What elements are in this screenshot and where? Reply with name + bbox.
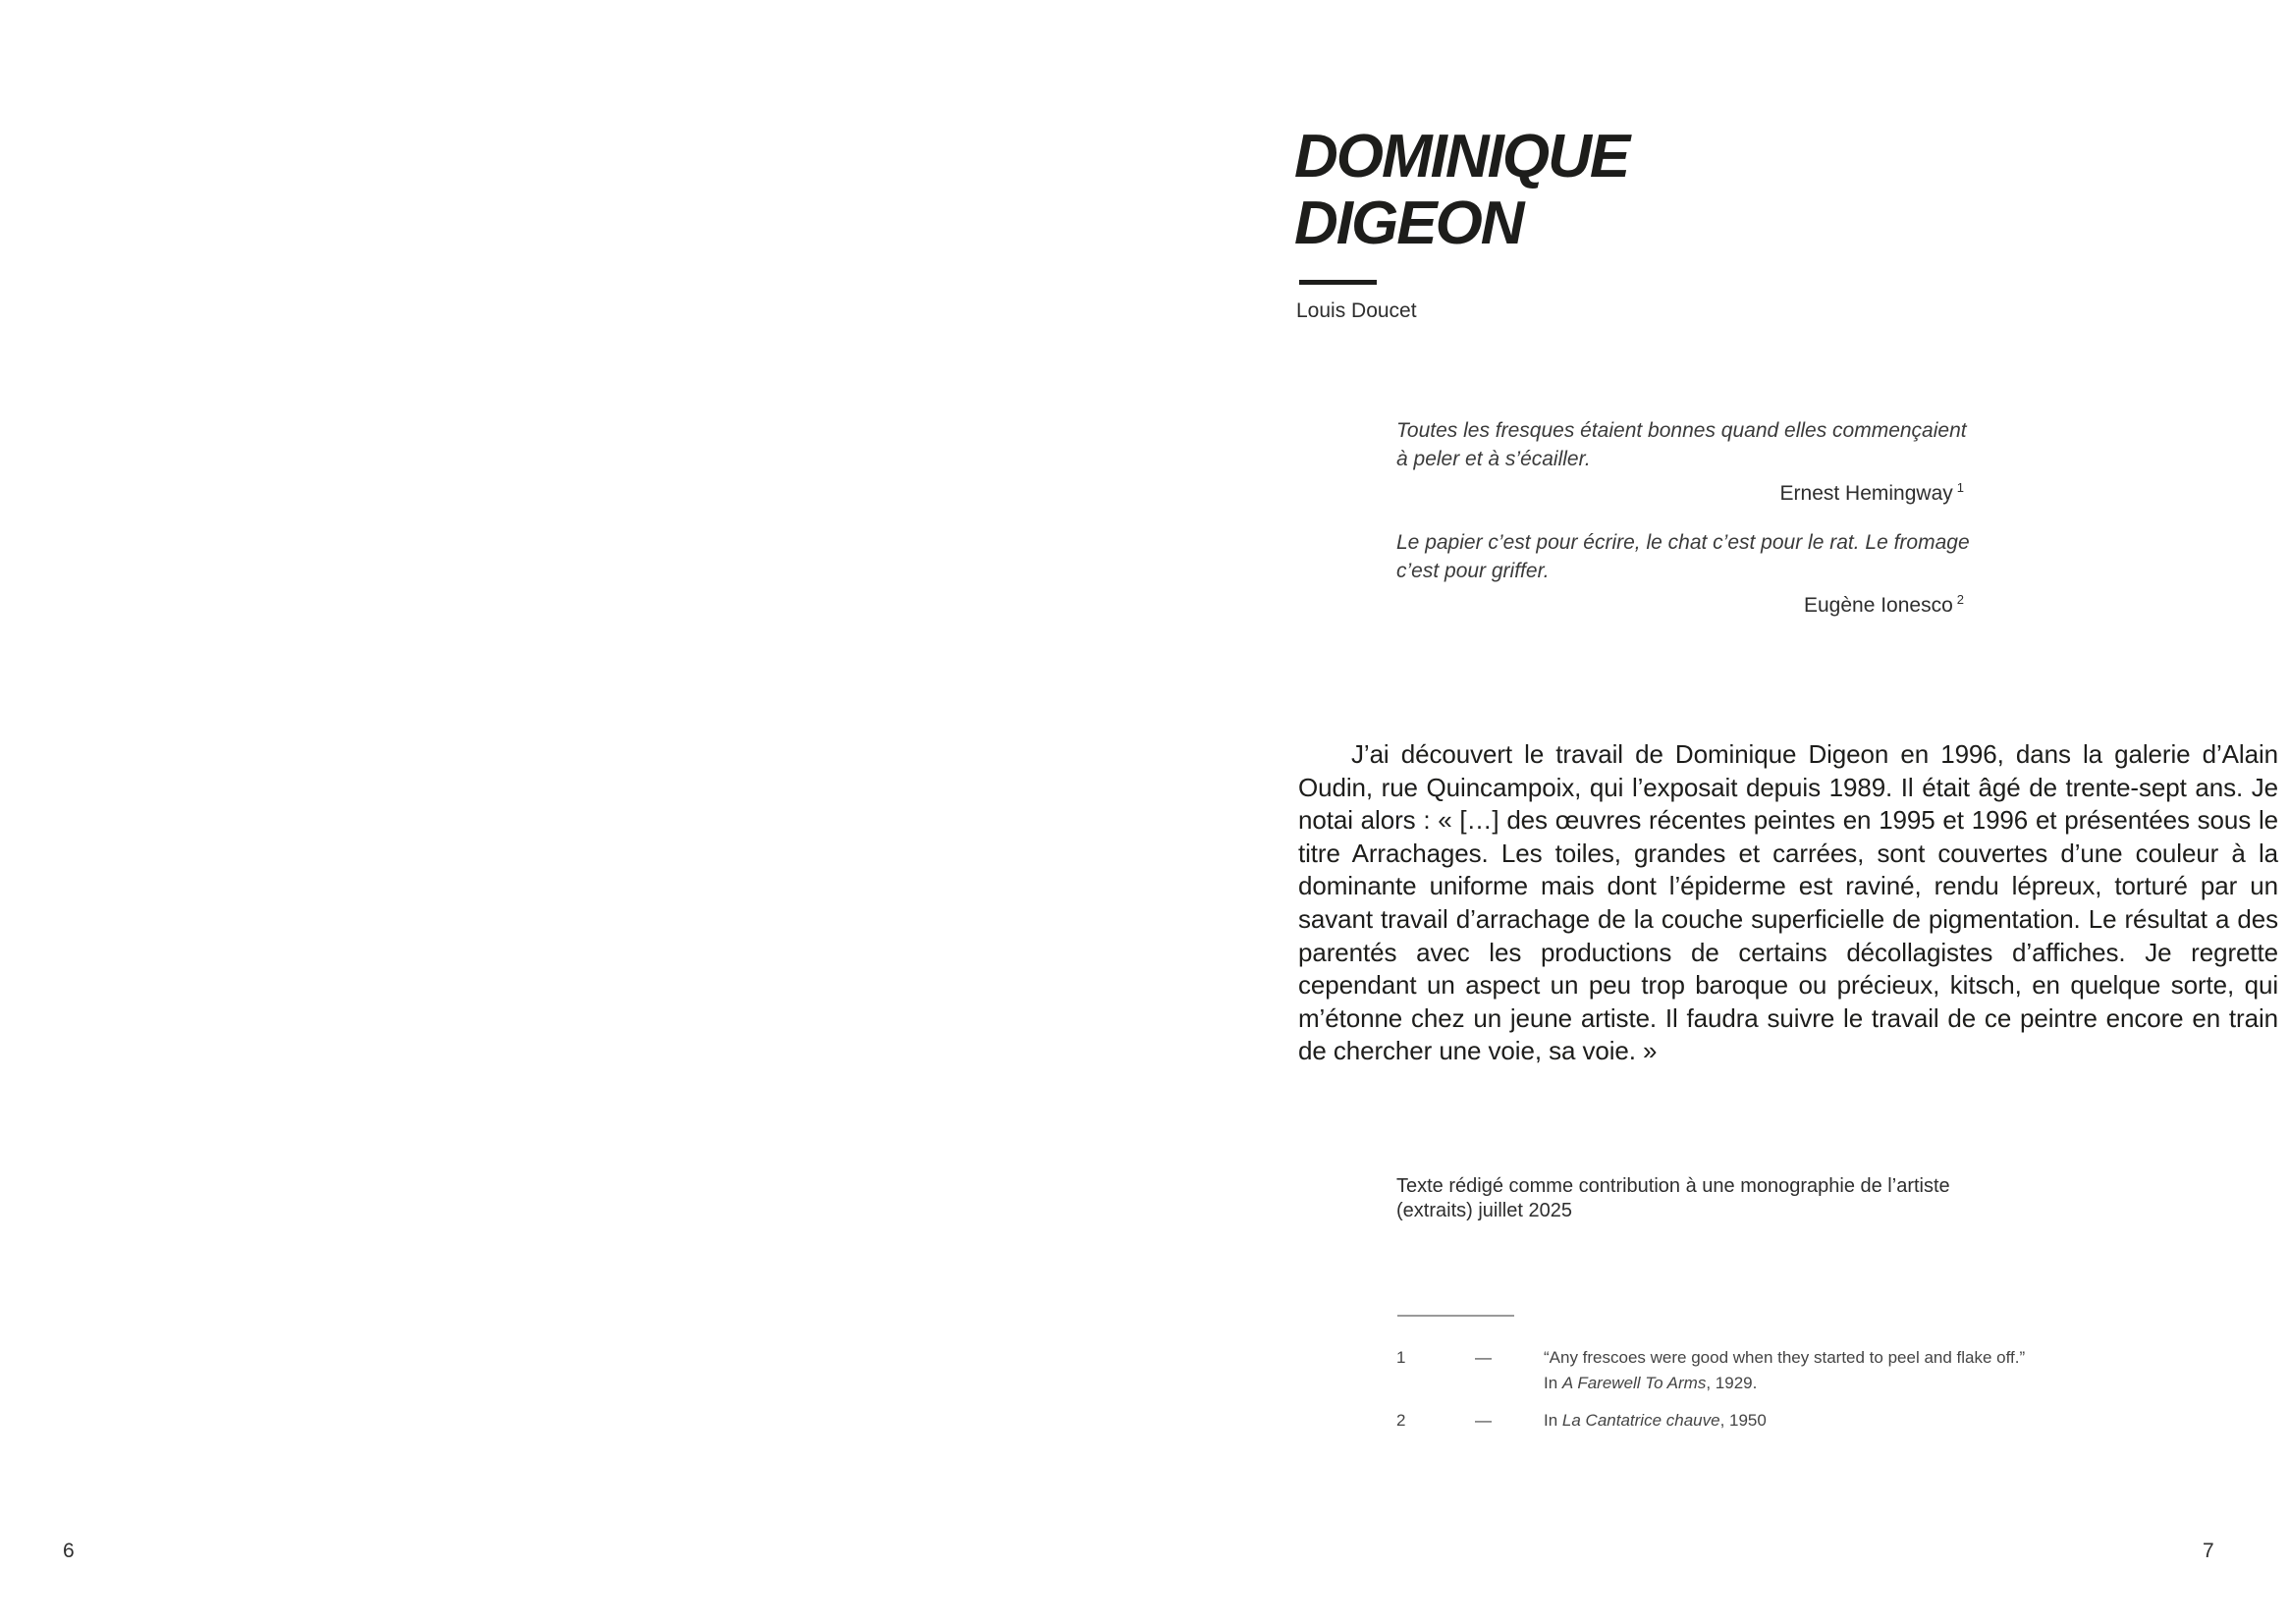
epigraph-ionesco [1396, 528, 1970, 620]
epigraph-quote-line: Le papier c’est pour écrire, le chat c’est pour le rat. Le fromage [1396, 531, 1970, 554]
footnote-text-segment: In [1544, 1411, 1562, 1430]
footnote-work-title: La Cantatrice chauve [1561, 1411, 1720, 1430]
footnote-dash: — [1475, 1411, 1492, 1430]
footnote-number: 1 [1396, 1348, 1406, 1367]
body-paragraph: J’ai découvert le travail de Dominique Digeon en 1996, dans la galerie d’Alain Oudin, rue Quincampoix, qui l’exposait depuis 1989. Il était âgé de trente-sept ans. Je notai alors : « […] des œuvres récentes peintes en 1995 et 1996 et présentées sous le titre Arrachages. Les toiles, grandes et carrées, sont couvertes d’une couleur à la dominante uniforme mais dont l’épiderme est raviné, rendu lépreux, torturé par un savant travail d’arrachage de la couche superficielle de pigmentation. Le résultat a des parentés avec les productions de certains décollagistes d’affiches. Je regrette cependant un aspect un peu trop baroque ou précieux, kitsch, en quelque sorte, qui m’étonne chez un jeune artiste. Il faudra suivre le travail de ce peintre encore en train de chercher une voie, sa voie. » [1298, 739, 2278, 1066]
attribution-name: Ernest Hemingway [1779, 482, 1953, 505]
footnote-text [1544, 1408, 1767, 1434]
title-rule [1299, 280, 1377, 285]
colophon-line: Texte rédigé comme contribution à une monographie de l’artiste [1396, 1175, 1950, 1197]
colophon-note [1396, 1174, 1950, 1223]
footnote-text-segment: , 1950 [1719, 1411, 1767, 1430]
footnote-number: 2 [1396, 1411, 1406, 1430]
epigraph-attribution [1396, 591, 1964, 620]
footnote-line [1544, 1371, 2025, 1396]
footnote-work-title: A Farewell To Arms [1561, 1374, 1707, 1392]
epigraph-attribution [1396, 479, 1964, 508]
page-title [1294, 124, 1628, 257]
page-number-right: 7 [2203, 1540, 2214, 1562]
footnote-text-segment: In [1544, 1374, 1562, 1392]
attribution-name: Eugène Ionesco [1803, 594, 1953, 617]
epigraph-quote-line: c’est pour griffer. [1396, 560, 1550, 582]
footnote-reference: 2 [1956, 592, 1964, 607]
footnote-rule [1397, 1315, 1514, 1317]
epigraph-hemingway [1396, 416, 1967, 508]
footnote-line [1544, 1408, 1767, 1434]
epigraph-quote-line: à peler et à s’écailler. [1396, 448, 1591, 470]
title-line-1: DOMINIQUE [1294, 123, 1629, 190]
author-name: Louis Doucet [1296, 299, 1417, 322]
footnote-text [1544, 1345, 2025, 1396]
colophon-line: (extraits) juillet 2025 [1396, 1200, 1572, 1221]
title-line-2: DIGEON [1294, 189, 1523, 257]
footnote-line: “Any frescoes were good when they started to peel and flake off.” [1544, 1348, 2026, 1367]
footnote-reference: 1 [1956, 480, 1964, 495]
epigraph-quote-line: Toutes les fresques étaient bonnes quand elles commençaient [1396, 419, 1967, 442]
page-number-left: 6 [63, 1540, 75, 1562]
footnote-text-segment: , 1929. [1706, 1374, 1758, 1392]
footnote-dash: — [1475, 1348, 1492, 1367]
